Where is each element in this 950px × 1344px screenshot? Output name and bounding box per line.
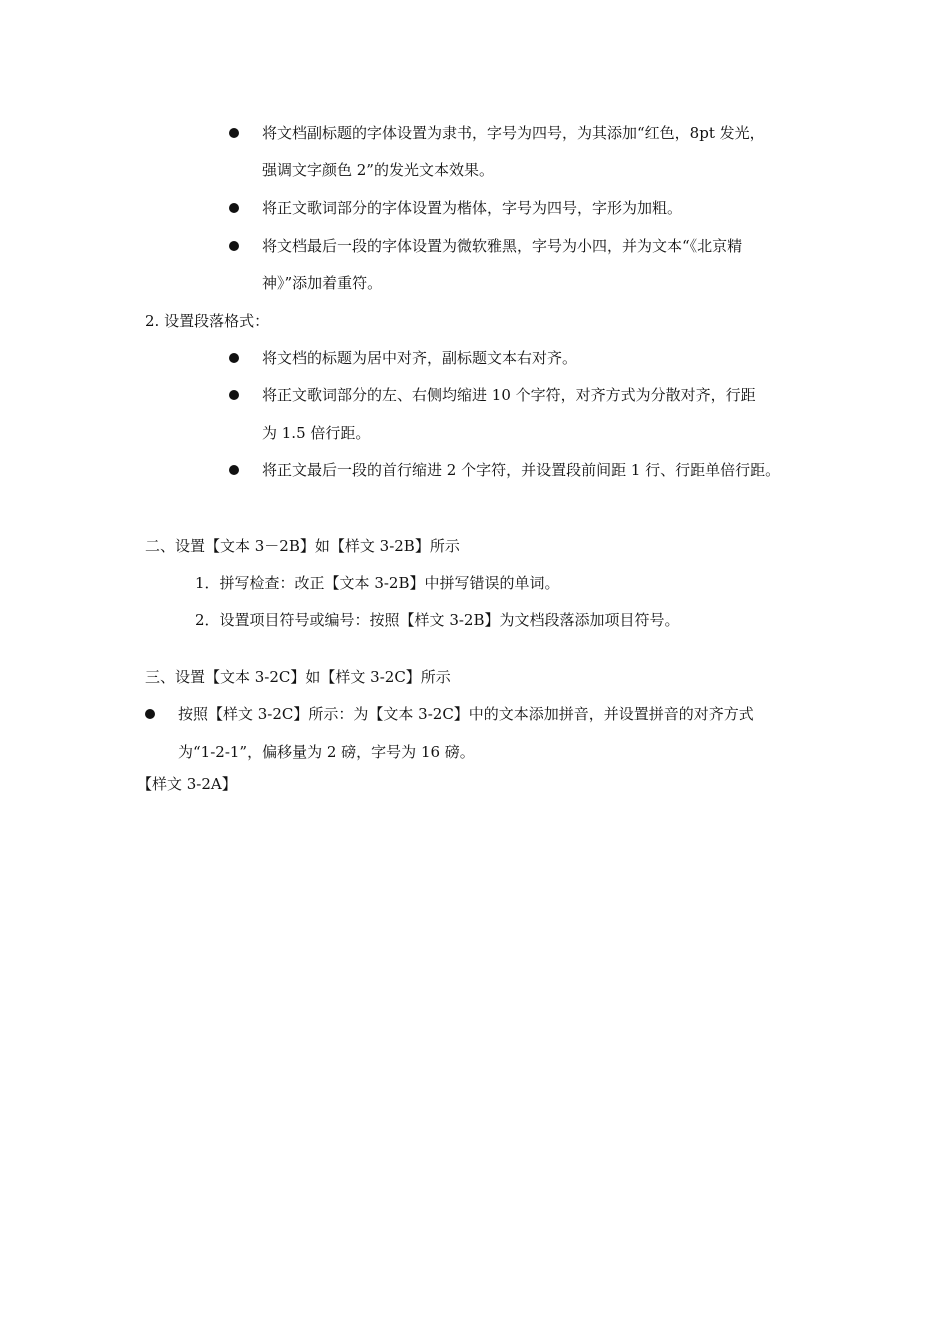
sample-label: 【样文 3-2A】 [137,775,237,793]
bullet-icon [229,390,239,400]
bullet-icon [229,465,239,475]
part-heading: 二、设置【文本 3－2B】如【样文 3-2B】所示 [145,537,460,555]
bullet-text: 将正文歌词部分的左、右侧均缩进 10 个字符，对齐方式为分散对齐，行距 [262,386,756,404]
bullet-text: 将正文最后一段的首行缩进 2 个字符，并设置段前间距 1 行、行距单倍行距。 [262,461,781,479]
bullet-text: 为“1-2-1”，偏移量为 2 磅，字号为 16 磅。 [178,743,475,761]
numbered-item: 1．拼写检查：改正【文本 3-2B】中拼写错误的单词。 [195,574,560,592]
section-heading: 2. 设置段落格式： [145,312,270,330]
bullet-text: 强调文字颜色 2”的发光文本效果。 [262,161,494,179]
bullet-text: 将文档的标题为居中对齐，副标题文本右对齐。 [262,349,578,367]
bullet-text: 神》”添加着重符。 [262,274,383,292]
bullet-text: 将正文歌词部分的字体设置为楷体，字号为四号，字形为加粗。 [262,199,683,217]
bullet-icon [145,709,155,719]
bullet-text: 将文档副标题的字体设置为隶书，字号为四号，为其添加“红色，8pt 发光， [262,124,765,142]
bullet-text: 为 1.5 倍行距。 [262,424,371,442]
bullet-text: 按照【样文 3-2C】所示：为【文本 3-2C】中的文本添加拼音，并设置拼音的对齐方式 [178,705,754,723]
bullet-icon [229,241,239,251]
bullet-text: 将文档最后一段的字体设置为微软雅黑，字号为小四，并为文本“《北京精 [262,237,743,255]
bullet-icon [229,353,239,363]
part-heading: 三、设置【文本 3-2C】如【样文 3-2C】所示 [145,668,451,686]
bullet-icon [229,203,239,213]
bullet-icon [229,128,239,138]
numbered-item: 2．设置项目符号或编号：按照【样文 3-2B】为文档段落添加项目符号。 [195,611,680,629]
